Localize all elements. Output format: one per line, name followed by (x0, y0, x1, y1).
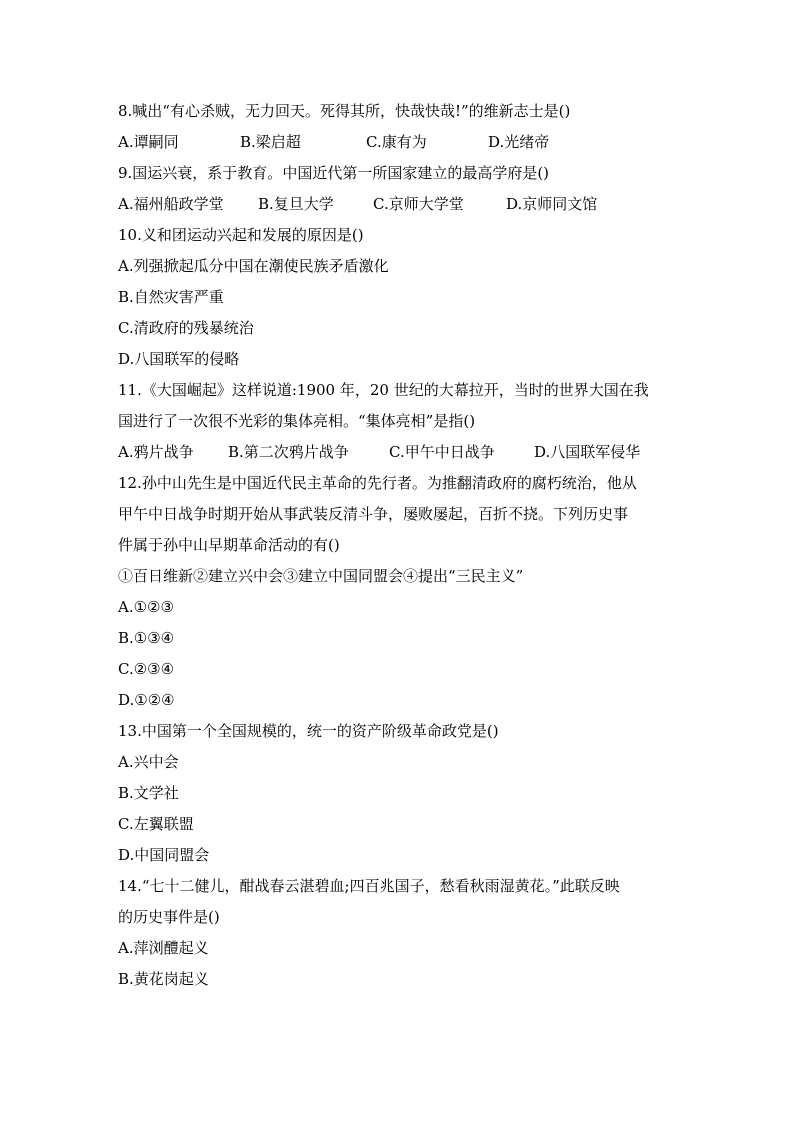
option-row (118, 127, 678, 158)
option-a: A.兴中会 (118, 753, 179, 771)
option-d: D.中国同盟会 (118, 846, 210, 864)
question-11 (118, 375, 678, 468)
option-c: C.京师大学堂 (373, 195, 464, 213)
question-stem: 10.义和团运动兴起和发展的原因是() (118, 226, 364, 244)
option-d: D.八国联军侵华 (534, 443, 641, 461)
exam-page (118, 96, 678, 995)
question-stem-line-1: 11.《大国崛起》这样说道:1900 年，20 世纪的大幕拉开，当时的世界大国在我 (118, 381, 649, 399)
option-b: B.梁启超 (240, 133, 301, 151)
option-row (118, 437, 678, 468)
option-c: C.康有为 (366, 133, 427, 151)
option-b: B.①③④ (118, 629, 175, 647)
question-stem: 13.中国第一个全国规模的，统一的资产阶级革命政党是() (118, 722, 499, 740)
question-stem: 9.国运兴衰，系于教育。中国近代第一所国家建立的最高学府是() (118, 164, 550, 182)
option-a: A.鸦片战争 (118, 443, 194, 461)
option-d: D.八国联军的侵略 (118, 350, 240, 368)
option-b: B.复旦大学 (258, 195, 334, 213)
option-a: A.谭嗣同 (118, 133, 179, 151)
question-stem: 8.喊出“有心杀贼，无力回天。死得其所，快哉快哉!”的维新志士是() (118, 102, 571, 120)
option-c: C.甲午中日战争 (389, 443, 495, 461)
option-d: D.光绪帝 (488, 133, 550, 151)
option-c: C.清政府的残暴统治 (118, 319, 254, 337)
option-a: A.列强掀起瓜分中国在潮使民族矛盾激化 (118, 257, 389, 275)
question-14 (118, 871, 678, 995)
option-a: A.萍浏醴起义 (118, 939, 209, 957)
option-c: C.②③④ (118, 660, 175, 678)
option-b: B.第二次鸦片战争 (228, 443, 349, 461)
question-stem-line-2: 国进行了一次很不光彩的集体亮相。“集体亮相”是指() (118, 412, 476, 430)
question-stem-line-2: 甲午中日战争时期开始从事武装反清斗争，屡败屡起，百折不挠。下列历史事 (118, 505, 629, 523)
option-d: D.京师同文馆 (506, 195, 598, 213)
question-stem-line-1: 12.孙中山先生是中国近代民主革命的先行者。为推翻清政府的腐朽统治，他从 (118, 474, 637, 492)
option-b: B.文学社 (118, 784, 179, 802)
option-b: B.黄花岗起义 (118, 970, 209, 988)
question-12 (118, 468, 678, 716)
option-a: A.①②③ (118, 598, 174, 616)
question-8 (118, 96, 678, 158)
question-10 (118, 220, 678, 375)
option-row (118, 189, 678, 220)
question-stem-line-1: 14.“七十二健儿，酣战春云湛碧血;四百兆国子，愁看秋雨湿黄花。”此联反映 (118, 877, 620, 895)
question-stem-line-3: 件属于孙中山早期革命活动的有() (118, 536, 340, 554)
question-stem-line-2: 的历史事件是() (118, 908, 220, 926)
option-b: B.自然灾害严重 (118, 288, 224, 306)
question-statements: ①百日维新②建立兴中会③建立中国同盟会④提出“三民主义” (118, 567, 524, 585)
option-d: D.①②④ (118, 691, 175, 709)
option-c: C.左翼联盟 (118, 815, 194, 833)
option-a: A.福州船政学堂 (118, 195, 224, 213)
question-9 (118, 158, 678, 220)
question-13 (118, 716, 678, 871)
